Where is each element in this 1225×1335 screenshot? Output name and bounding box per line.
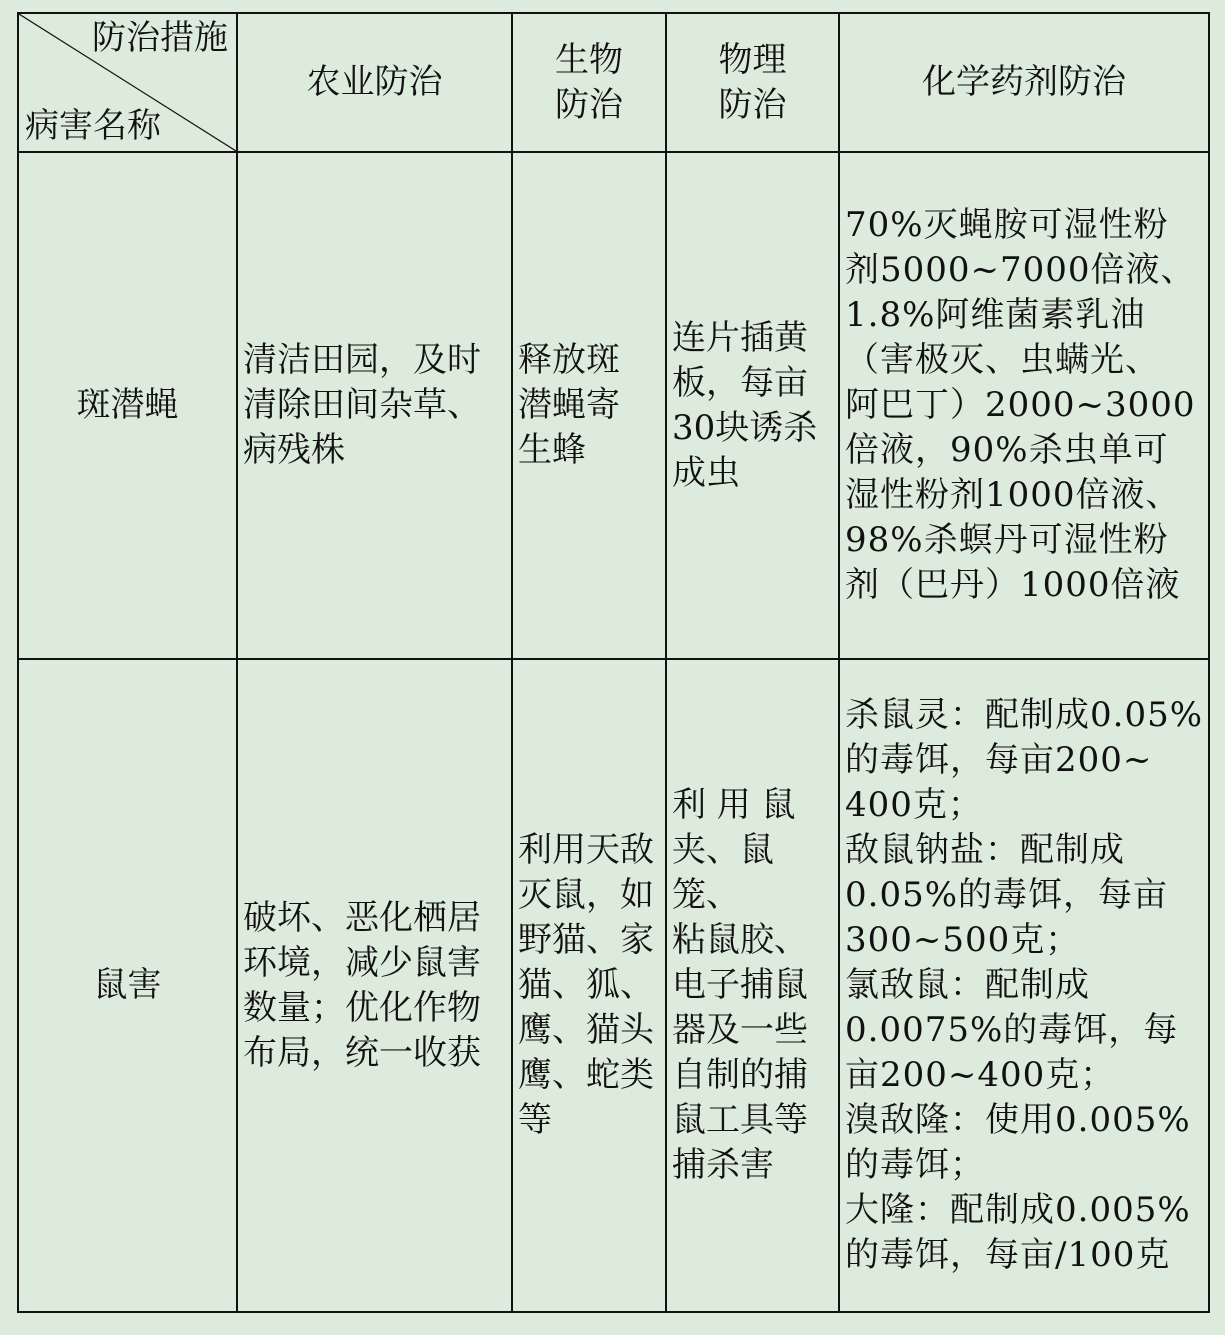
corner-top-label: 防治措施 (92, 18, 228, 58)
chemical-text: 杀鼠灵：配制成0.05% 的毒饵，每亩200~ 400克； 敌鼠钠盐：配制成 0.05%的毒饵，每亩 300~500克； 氯敌鼠：配制成 0.0075%的毒饵，每 亩200~400克； 溴敌隆：使用0.005% 的毒饵； 大隆：配制成0.005% 的毒饵，每亩/100克 (845, 695, 1204, 1275)
header-row (18, 13, 1209, 152)
header-chemical (839, 13, 1209, 152)
chemical-cell (839, 152, 1209, 659)
chemical-cell (839, 659, 1209, 1312)
disease-name: 鼠害 (93, 965, 162, 1005)
biological-text: 释放斑 潜蝇寄 生蜂 (518, 340, 620, 470)
header-physical-label: 物理 防治 (718, 39, 787, 125)
physical-cell (666, 659, 839, 1312)
header-agricultural (237, 13, 512, 152)
agricultural-text: 清洁田园，及时 清除田间杂草、 病残株 (243, 340, 481, 470)
physical-text: 利 用 鼠 夹、鼠笼、 粘鼠胶、 电子捕鼠 器及一些 自制的捕 鼠工具等 捕杀害 (672, 785, 808, 1185)
agricultural-cell (237, 659, 512, 1312)
header-agricultural-label: 农业防治 (306, 62, 443, 102)
physical-text: 连片插黄 板，每亩 30块诱杀 成虫 (672, 317, 818, 493)
header-biological (512, 13, 666, 152)
corner-bottom-label: 病害名称 (25, 106, 161, 146)
table-row (18, 659, 1209, 1312)
disease-name: 斑潜蝇 (76, 385, 179, 425)
pest-control-table (17, 12, 1210, 1313)
header-biological-label: 生物 防治 (555, 39, 623, 125)
header-chemical-label: 化学药剂防治 (922, 62, 1126, 102)
agricultural-text: 破坏、恶化栖居 环境，减少鼠害 数量；优化作物 布局，统一收获 (243, 897, 481, 1073)
corner-cell (18, 13, 237, 152)
physical-cell (666, 152, 839, 659)
biological-cell (512, 659, 666, 1312)
disease-name-cell (18, 152, 237, 659)
biological-text: 利用天敌 灭鼠，如 野猫、家 猫、狐、 鹰、猫头 鹰、蛇类 等 (518, 830, 654, 1140)
table-row (18, 152, 1209, 659)
chemical-text: 70%灭蝇胺可湿性粉 剂5000~7000倍液、 1.8%阿维菌素乳油 （害极灭、虫螨光、 阿巴丁）2000~3000 倍液，90%杀虫单可 湿性粉剂1000倍液、 98%杀螟丹可湿性粉 剂（巴丹）1000倍液 (845, 205, 1196, 605)
header-physical (666, 13, 839, 152)
biological-cell (512, 152, 666, 659)
disease-name-cell (18, 659, 237, 1312)
agricultural-cell (237, 152, 512, 659)
